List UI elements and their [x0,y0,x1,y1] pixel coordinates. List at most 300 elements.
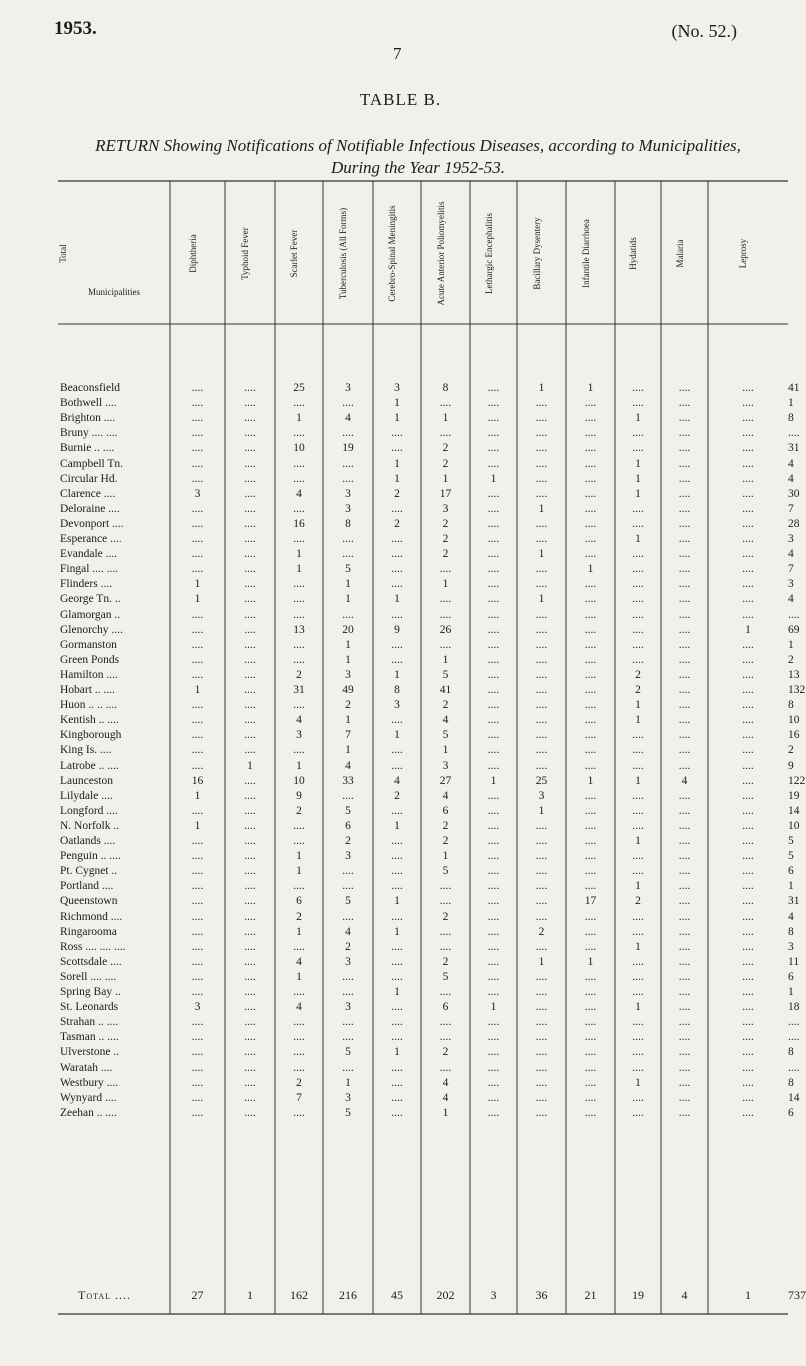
table-cell: .... [788,1016,800,1029]
table-cell: .... [487,744,500,757]
table-cell: 6 [296,895,302,908]
total-cell: 1 [745,1288,751,1302]
table-cell: .... [632,789,644,802]
table-row [58,910,794,926]
table-row [58,457,794,473]
table-cell: .... [535,1016,548,1029]
table-cell: .... [191,714,204,727]
table-cell: 2 [442,533,449,545]
table-cell: .... [293,835,305,847]
table-cell: .... [244,1046,256,1059]
table-row [58,1001,800,1016]
table-cell: .... [487,986,500,998]
table-cell: 1 [538,955,545,968]
table-cell: .... [439,895,452,908]
table-cell: 1 [635,1076,641,1089]
table-cell: .... [535,668,548,681]
table-cell: 1 [296,548,302,561]
table-cell: 4 [788,548,794,561]
table-cell: 5 [345,1106,351,1119]
table-cell: .... [191,895,204,908]
table-cell: .... [439,925,452,938]
table-cell: .... [244,940,256,953]
table-cell: .... [191,668,204,681]
table-cell: .... [342,427,354,440]
table-cell: .... [244,1016,256,1029]
table-cell: .... [535,940,548,953]
table-cell: .... [391,427,403,440]
table-cell: .... [535,563,548,576]
table-cell: .... [742,744,754,757]
table-cell: .... [244,548,256,561]
table-cell: .... [678,865,691,878]
table-cell: 4 [788,910,794,923]
table-cell: .... [244,789,256,802]
table-cell: 1 [442,653,449,666]
table-cell: .... [584,487,597,500]
table-cell: .... [487,563,500,576]
total-cell: 36 [535,1288,548,1302]
municipality-name: Esperance .... [60,533,122,545]
table-cell: 5 [345,563,351,576]
table-cell: .... [244,729,256,742]
table-cell: 16 [788,729,800,742]
table-row [58,623,800,639]
table-cell: 2 [296,910,302,923]
municipality-name: Green Ponds [60,653,120,666]
table-cell: .... [742,774,754,787]
table-cell: .... [191,759,204,772]
table-cell: .... [584,1001,597,1014]
table-cell: .... [742,880,754,893]
table-cell: .... [391,638,403,651]
table-cell: 1 [296,970,302,983]
table-cell: .... [487,759,500,772]
table-cell: .... [535,910,548,923]
table-cell: .... [293,427,305,440]
table-cell: 2 [345,940,351,953]
table-cell: 4 [345,925,351,938]
table-cell: .... [678,638,691,651]
table-cell: .... [391,1106,403,1119]
table-cell: .... [584,502,597,515]
table-cell: .... [678,1106,691,1119]
municipality-name: Clarence .... [60,487,116,500]
table-cell: 1 [296,759,302,772]
table-cell: .... [439,427,452,440]
table-cell: .... [293,1046,305,1059]
table-cell: .... [244,412,256,425]
table-cell: 41 [439,684,452,696]
table-cell: .... [391,1016,403,1029]
table-cell: 5 [442,970,449,983]
table-cell: 2 [788,744,794,757]
table-cell: .... [293,819,305,832]
table-cell: 14 [788,804,800,817]
table-cell: 5 [442,865,449,878]
table-cell: .... [678,608,691,621]
table-cell: .... [632,1046,644,1059]
total-cell: 1 [247,1288,253,1302]
table-cell: 1 [296,563,302,576]
table-cell: .... [632,744,644,757]
table-cell: .... [535,578,548,591]
municipality-name: Queenstown [60,895,118,908]
table-cell: .... [742,1031,754,1044]
total-cell: 202 [436,1288,455,1302]
table-cell: .... [535,850,548,863]
table-cell: 1 [296,865,302,878]
table-cell: .... [535,1061,548,1074]
table-cell: .... [632,608,644,621]
municipality-name: Ulverstone .. [60,1046,120,1059]
table-cell: .... [191,1046,204,1059]
table-row [58,533,794,548]
total-label: Total .... [78,1288,132,1302]
table-cell: 5 [345,804,351,817]
municipality-name: Zeehan .. .... [60,1106,117,1119]
table-cell: .... [244,487,256,500]
total-cell: 216 [339,1288,357,1302]
table-cell: 1 [442,472,449,485]
total-cell: 737 [788,1288,806,1302]
table-cell: 1 [587,774,594,787]
table-cell: .... [632,442,644,455]
table-cell: .... [584,593,597,606]
table-cell: 6 [442,804,449,817]
table-cell: 3 [394,699,400,712]
table-cell: .... [391,1031,403,1044]
table-cell: 10 [788,819,800,832]
table-cell: .... [293,744,305,757]
table-cell: .... [487,593,500,606]
table-cell: 1 [345,744,351,757]
table-cell: 25 [535,774,548,787]
table-cell: .... [632,910,644,923]
municipality-name: Burnie .. .... [60,442,115,455]
header-bacillary-dysentery: Bacillary Dysentery [531,217,542,290]
table-cell: .... [584,789,597,802]
table-cell: .... [678,759,691,772]
table-cell: 1 [194,593,201,606]
table-row [58,865,794,880]
table-cell: .... [244,608,256,621]
table-cell: .... [632,563,644,576]
table-cell: .... [584,819,597,832]
table-cell: .... [293,593,305,606]
municipality-name: Kentish .. .... [60,714,119,727]
table-cell: .... [391,910,403,923]
table-cell: 3 [788,533,794,545]
table-cell: .... [535,412,548,425]
table-cell: .... [584,1091,597,1104]
table-cell: 2 [442,699,449,712]
table-cell: .... [535,895,548,908]
table-cell: .... [487,865,500,878]
header-scarlet-fever: Scarlet Fever [289,229,299,278]
table-cell: .... [632,925,644,938]
total-cell: 21 [584,1288,597,1302]
table-cell: .... [535,653,548,666]
table-cell: .... [632,970,644,983]
table-cell: 10 [293,774,305,787]
table-cell: .... [584,1076,597,1089]
table-cell: .... [742,1016,754,1029]
table-cell: 3 [788,940,794,953]
table-cell: .... [788,1031,800,1044]
table-cell: 1 [538,548,545,561]
table-cell: .... [391,759,403,772]
table-row [58,593,794,608]
table-cell: 69 [788,623,800,636]
table-cell: 1 [442,850,449,863]
table-cell: .... [632,986,644,998]
table-cell: .... [391,850,403,863]
table-cell: 2 [345,699,351,712]
municipality-name: Glamorgan .. [60,608,121,621]
table-cell: .... [584,729,597,742]
table-cell: 1 [394,397,400,410]
table-cell: .... [191,653,204,666]
table-cell: .... [293,608,305,621]
table-cell: 8 [788,1046,794,1059]
table-cell: .... [584,910,597,923]
table-cell: .... [391,865,403,878]
header-lethargic-encephalitis: Lethargic Encephalitis [483,212,494,295]
table-row [58,714,800,729]
subtitle-line-2: During the Year 1952-53. [330,158,506,177]
municipality-name: Beaconsfield [60,382,121,394]
municipality-name: Oatlands .... [60,835,116,847]
table-cell: .... [487,970,500,983]
table-cell: .... [487,653,500,666]
table-cell: .... [535,714,548,727]
table-cell: .... [244,970,256,983]
table-cell: .... [439,1031,452,1044]
table-cell: 30 [788,487,800,500]
table-cell: 1 [394,668,400,681]
table-cell: .... [742,1106,754,1119]
table-cell: .... [742,563,754,576]
table-cell: 17 [584,895,597,908]
table-cell: .... [535,1046,548,1059]
table-cell: 33 [342,774,354,787]
table-cell: .... [342,548,354,561]
table-cell: .... [678,563,691,576]
table-cell: .... [293,533,305,545]
table-cell: 41 [788,382,800,394]
table-cell: .... [191,1031,204,1044]
table-row [58,986,794,1001]
table-cell: .... [632,955,644,968]
table-cell: .... [391,940,403,953]
table-cell: .... [742,955,754,968]
table-cell: .... [584,1046,597,1059]
table-cell: 8 [345,517,351,530]
table-cell: .... [191,1091,204,1104]
table-cell: 4 [345,759,351,772]
table-cell: 1 [296,925,302,938]
table-cell: .... [584,517,597,530]
table-cell: 1 [442,578,449,591]
table-cell: .... [584,623,597,636]
table-cell: 1 [394,1046,400,1059]
table-cell: .... [391,533,403,545]
table-cell: 1 [587,563,594,576]
table-cell: .... [632,427,644,440]
table-row [58,548,794,563]
table-cell: .... [391,1091,403,1104]
table-cell: .... [191,412,204,425]
table-row [58,804,800,820]
municipality-name: Richmond .... [60,910,123,923]
municipality-name: Portland .... [60,880,114,893]
table-cell: 1 [635,487,641,500]
municipality-name: St. Leonards [60,1001,119,1014]
table-row [58,955,800,971]
table-cell: 2 [442,1046,449,1059]
table-cell: .... [293,578,305,591]
table-cell: 5 [788,835,794,847]
table-cell: .... [678,1061,691,1074]
header-infantile-diarrhoea: Infantile Diarrhoea [580,219,591,288]
table-cell: .... [487,1091,500,1104]
table-cell: .... [678,427,691,440]
table-cell: .... [678,744,691,757]
table-cell: .... [191,533,204,545]
municipality-name: Waratah .... [60,1061,113,1074]
table-cell: .... [191,955,204,968]
table-cell: 31 [788,442,800,455]
table-cell: .... [244,623,256,636]
table-cell: .... [535,986,548,998]
table-cell: 3 [538,789,545,802]
table-cell: 1 [490,472,497,485]
table-cell: 122 [788,774,806,787]
table-cell: 1 [788,397,794,410]
table-cell: .... [487,638,500,651]
table-cell: .... [244,774,256,787]
table-title: TABLE B. [359,90,442,109]
notifications-table [58,179,806,1316]
table-cell: 19 [788,789,800,802]
table-cell: .... [742,759,754,772]
municipality-name: Lilydale .... [60,789,113,802]
table-cell: 5 [345,895,351,908]
table-cell: .... [584,427,597,440]
table-cell: .... [391,804,403,817]
table-row [58,895,800,910]
table-cell: .... [191,563,204,576]
table-cell: .... [632,759,644,772]
table-cell: .... [742,442,754,455]
table-cell: .... [678,714,691,727]
municipality-name: Scottsdale .... [60,955,122,968]
table-cell: 2 [442,835,449,847]
table-cell: .... [391,548,403,561]
table-cell: .... [678,517,691,530]
table-cell: 9 [788,759,794,772]
table-cell: .... [584,714,597,727]
table-cell: 1 [788,638,794,651]
table-cell: .... [342,986,354,998]
table-cell: 1 [587,955,594,968]
table-row [58,668,800,684]
municipality-name: Penguin .. .... [60,850,121,863]
table-cell: .... [244,502,256,515]
header-total: Total [58,244,68,263]
table-cell: .... [191,397,204,410]
table-cell: .... [244,442,256,455]
table-cell: .... [678,850,691,863]
table-cell: .... [244,638,256,651]
table-cell: 6 [788,1106,794,1119]
table-row [58,397,794,412]
table-cell: .... [632,865,644,878]
table-cell: 1 [788,986,794,998]
table-cell: 1 [247,759,253,772]
total-cell: 3 [490,1288,497,1302]
table-cell: .... [678,729,691,742]
table-cell: .... [244,563,256,576]
table-cell: .... [391,1001,403,1014]
table-cell: .... [535,729,548,742]
table-cell: .... [535,517,548,530]
table-cell: .... [244,578,256,591]
table-cell: .... [535,970,548,983]
table-cell: .... [742,578,754,591]
total-cell: 27 [191,1288,204,1302]
table-cell: 8 [788,412,794,425]
table-row [58,850,794,865]
table-cell: 1 [296,412,302,425]
table-row [58,382,800,397]
table-cell: .... [244,653,256,666]
table-cell: .... [342,1031,354,1044]
table-cell: .... [487,1016,500,1029]
table-cell: 2 [296,804,302,817]
table-cell: 8 [788,925,794,938]
table-row [58,970,794,986]
table-cell: .... [439,1016,452,1029]
table-cell: .... [678,502,691,515]
table-cell: .... [191,608,204,621]
table-cell: .... [391,835,403,847]
table-cell: .... [678,1091,691,1104]
table-cell: .... [678,653,691,666]
total-cell: 45 [391,1288,403,1302]
table-cell: 2 [635,895,641,908]
table-cell: .... [584,865,597,878]
table-cell: .... [678,925,691,938]
municipality-name: Strahan .. .... [60,1016,119,1029]
table-cell: .... [584,397,597,410]
municipality-name: Spring Bay .. [60,986,121,998]
table-cell: .... [742,940,754,953]
table-cell: .... [584,578,597,591]
table-cell: 1 [538,593,545,606]
table-cell: .... [293,502,305,515]
table-cell: .... [678,955,691,968]
table-cell: .... [632,653,644,666]
table-cell: 3 [345,487,351,500]
table-cell: 2 [442,457,449,470]
table-cell: .... [191,427,204,440]
table-cell: .... [678,910,691,923]
table-cell: .... [244,1061,256,1074]
table-row [58,729,800,744]
table-cell: 14 [788,1091,800,1104]
